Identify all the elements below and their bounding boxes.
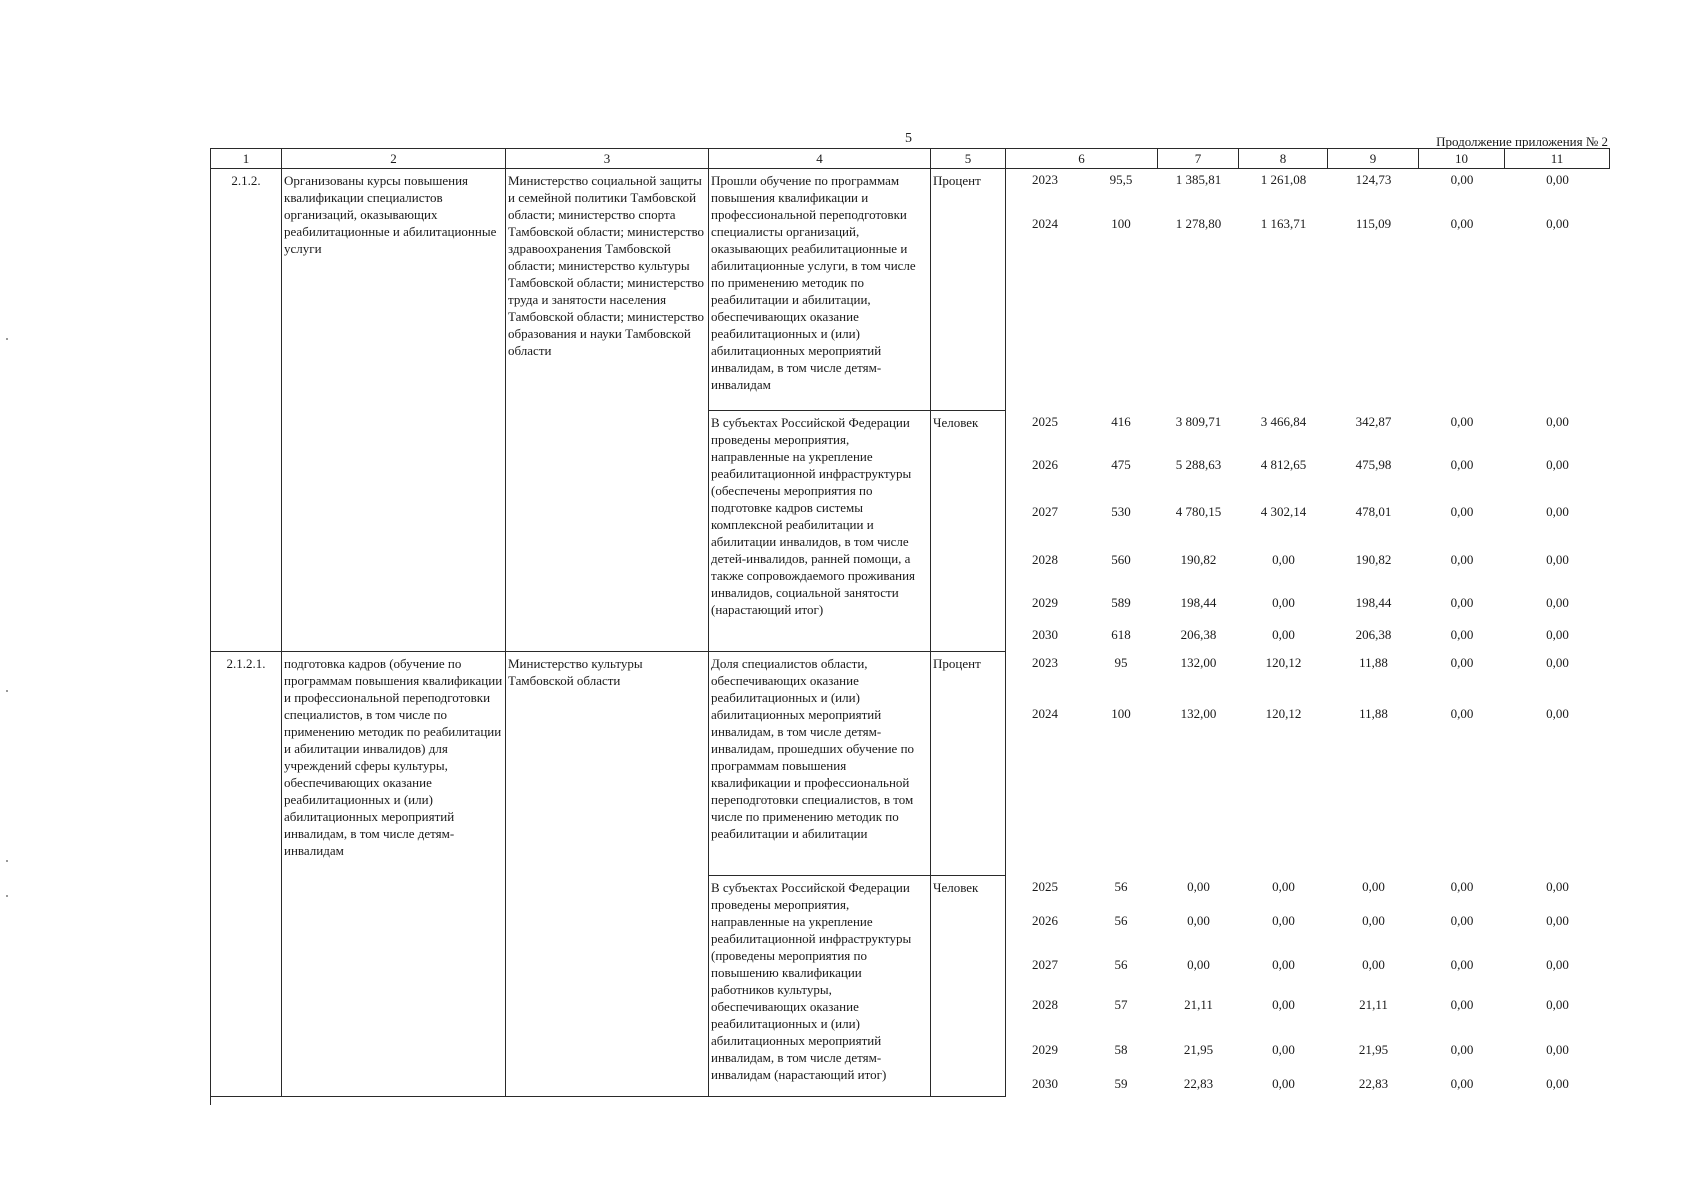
indicator-text: В субъектах Российской Федерации проведены мероприятия, направленные на укрепление реабилитационной инфраструктуры (обеспечены мероприятия по подготовке кадров системы комплексной реабилитации и абилитации инвалидов, в том числе детей-инвалидов, ранней помощи, а также сопровождаемого проживания инвалидов, социальной занятости (нарастающий итог) — [709, 411, 931, 652]
column-header-3: 3 — [506, 149, 709, 169]
scan-margin-mark — [6, 860, 8, 862]
scan-margin-mark — [6, 895, 8, 897]
column-header-6: 6 — [1006, 149, 1158, 169]
indicator-unit: Процент — [931, 169, 1006, 411]
column-header-10: 10 — [1419, 149, 1505, 169]
indicator-text: Доля специалистов области, обеспечивающих оказание реабилитационных и (или) абилитационных мероприятий инвалидам, в том числе детям-инвалидам, прошедших обучение по программам повышения квалификации и профессиональной переподготовки специалистов, в том числе по применению методик по реабилитации и абилитации — [709, 652, 931, 876]
block-responsible: Министерство социальной защиты и семейной политики Тамбовской области; министерство спорта Тамбовской области; министерство здравоохранения Тамбовской области; министерство культуры Тамбовской области; министерство труда и занятости населения Тамбовской области; министерство образования и науки Тамбовской области — [506, 169, 709, 652]
block-number: 2.1.2. — [211, 169, 282, 652]
indicator-unit: Человек — [931, 876, 1006, 1097]
block-number: 2.1.2.1. — [211, 652, 282, 1097]
column-header-5: 5 — [931, 149, 1006, 169]
appendix-table — [210, 148, 1610, 1105]
indicator-unit: Процент — [931, 652, 1006, 876]
block-responsible: Министерство культуры Тамбовской области — [506, 652, 709, 1097]
column-header-9: 9 — [1328, 149, 1419, 169]
scan-margin-mark — [6, 690, 8, 692]
column-header-1: 1 — [211, 149, 282, 169]
column-header-4: 4 — [709, 149, 931, 169]
column-header-8: 8 — [1239, 149, 1328, 169]
indicator-unit: Человек — [931, 411, 1006, 652]
indicator-text: В субъектах Российской Федерации проведены мероприятия, направленные на укрепление реабилитационной инфраструктуры (проведены мероприятия по повышению квалификации работников культуры, обеспечивающих оказание реабилитационных и (или) абилитационных мероприятий инвалидам, в том числе детям-инвалидам (нарастающий итог) — [709, 876, 931, 1097]
indicator-text: Прошли обучение по программам повышения квалификации и профессиональной переподготовки специалисты организаций, оказывающих реабилитационные и абилитационные услуги, в том числе по применению методик по реабилитации и абилитации, обеспечивающих оказание реабилитационных и (или) абилитационных мероприятий инвалидам, в том числе детям-инвалидам — [709, 169, 931, 411]
block-title: подготовка кадров (обучение по программам повышения квалификации и профессиональной переподготовки специалистов, в том числе по применению методик по реабилитации и абилитации инвалидов) для учреждений сферы культуры, обеспечивающих оказание реабилитационных и (или) абилитационных мероприятий инвалидам, в том числе детям-инвалидам — [282, 652, 506, 1097]
block-title: Организованы курсы повышения квалификации специалистов организаций, оказывающих реабилитационные и абилитационные услуги — [282, 169, 506, 652]
scan-margin-mark — [6, 338, 8, 340]
page-number: 5 — [905, 131, 912, 146]
column-header-2: 2 — [282, 149, 506, 169]
appendix-continuation-label: Продолжение приложения № 2 — [1436, 134, 1608, 149]
column-header-7: 7 — [1158, 149, 1239, 169]
column-header-11: 11 — [1505, 149, 1610, 169]
